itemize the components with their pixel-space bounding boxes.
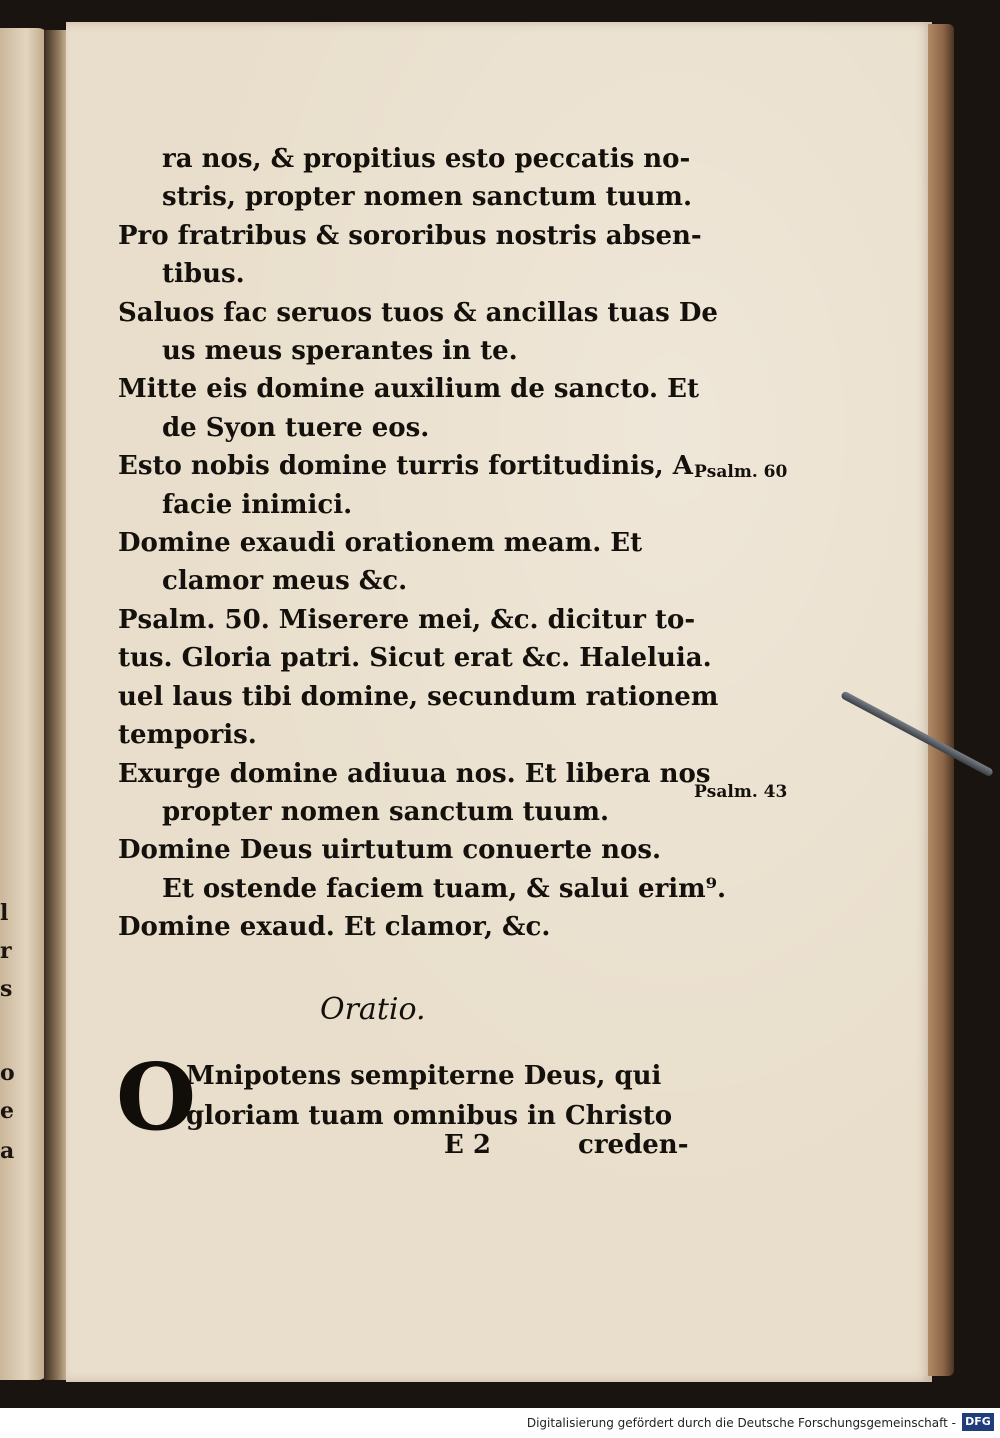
text-line: facie inimici. — [162, 489, 353, 520]
text-line: Domine exaud. Et clamor, &c. — [118, 912, 551, 943]
text-line: Domine exaudi orationem meam. Et — [118, 528, 643, 559]
facing-letter: r — [0, 938, 12, 964]
text-line: tus. Gloria patri. Sicut erat &c. Haleluia. — [118, 643, 712, 674]
signature-mark: E 2 — [444, 1130, 491, 1160]
facing-page-edge — [0, 28, 48, 1380]
text-line: stris, propter nomen sanctum tuum. — [162, 182, 692, 213]
facing-letter: a — [0, 1138, 15, 1164]
text-line: tibus. — [162, 259, 245, 290]
margin-note: Psalm. 60 — [694, 462, 788, 482]
facing-letter: o — [0, 1060, 15, 1086]
text-line: gloriam tuam omnibus in Christo — [186, 1101, 673, 1131]
text-line: Esto nobis domine turris fortitudinis, A — [118, 451, 693, 482]
text-line: clamor meus &c. — [162, 566, 408, 597]
prayer-text — [186, 1056, 706, 1136]
text-line: Saluos fac seruos tuos & ancillas tuas De — [118, 297, 718, 328]
text-line: Domine Deus uirtutum conuerte nos. — [118, 835, 662, 866]
text-line: Mnipotens sempiterne Deus, qui — [186, 1061, 662, 1091]
text-line: Mitte eis domine auxilium de sancto. Et — [118, 374, 699, 405]
page-text — [118, 140, 727, 947]
facing-letter: l — [0, 900, 9, 926]
text-line: us meus sperantes in te. — [162, 336, 518, 367]
dfg-logo-icon: DFG — [962, 1413, 994, 1431]
facing-letter: s — [0, 976, 13, 1002]
text-line: Psalm. 50. Miserere mei, &c. dicitur to- — [118, 604, 696, 635]
text-line: temporis. — [118, 720, 257, 751]
footer-credit: Digitalisierung gefördert durch die Deutsche Forschungsgemeinschaft - — [526, 1416, 956, 1430]
section-heading: Oratio. — [320, 992, 426, 1027]
text-line: propter nomen sanctum tuum. — [162, 796, 610, 827]
text-line: ra nos, & propitius esto peccatis no- — [162, 144, 691, 174]
page-stack-edge — [928, 24, 954, 1376]
margin-note: Psalm. 43 — [694, 782, 788, 802]
footer-bar — [0, 1408, 1000, 1438]
text-line: de Syon tuere eos. — [162, 412, 430, 443]
facing-letter: e — [0, 1098, 14, 1124]
text-line: Pro fratribus & sororibus nostris absen- — [118, 220, 702, 251]
book-gutter — [44, 30, 68, 1380]
text-line: Et ostende faciem tuam, & salui erim⁹. — [162, 873, 727, 904]
text-line: uel laus tibi domine, secundum rationem — [118, 681, 719, 712]
catchword: creden- — [578, 1130, 689, 1160]
text-line: Exurge domine adiuua nos. Et libera nos — [118, 758, 711, 789]
drop-cap: O — [116, 1043, 197, 1151]
